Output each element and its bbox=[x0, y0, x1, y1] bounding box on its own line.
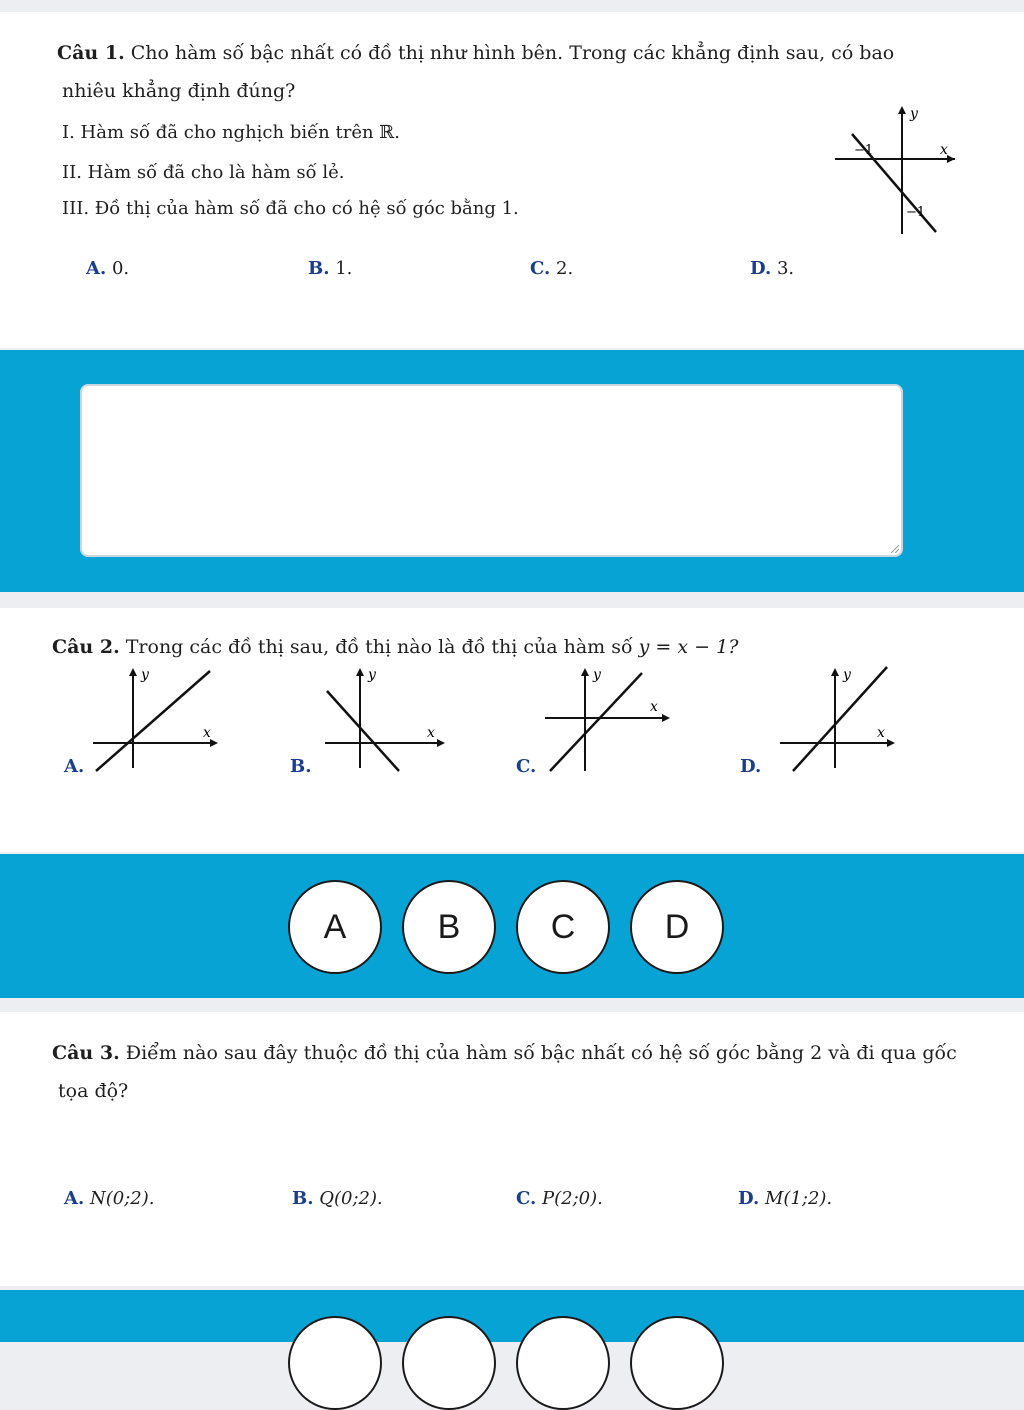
q3-option-c-value: P(2;0). bbox=[542, 1188, 603, 1209]
q2-graph-d-y-label: y bbox=[843, 667, 851, 683]
q2-graph-d-letter: D. bbox=[740, 756, 762, 777]
choice-band bbox=[0, 854, 1024, 998]
x-axis-arrow bbox=[947, 155, 955, 163]
q1-option-b-letter: B. bbox=[308, 258, 330, 279]
question-2-label: Câu 2. bbox=[52, 636, 120, 658]
q2-graph-d-x-label: x bbox=[877, 725, 885, 741]
q2-graph-d bbox=[765, 663, 905, 773]
q1-option-c-letter: C. bbox=[530, 258, 551, 279]
statement-1: I. Hàm số đã cho nghịch biến trên ℝ. bbox=[62, 122, 400, 143]
statement-2: II. Hàm số đã cho là hàm số lẻ. bbox=[62, 162, 345, 183]
q1-option-b bbox=[308, 258, 352, 279]
q1-option-c-value: 2. bbox=[556, 258, 574, 279]
bottom-choice-button-3[interactable] bbox=[516, 1316, 610, 1410]
q2-graph-c bbox=[540, 663, 680, 773]
y-axis-label: y bbox=[910, 106, 918, 122]
q3-option-d-value: M(1;2). bbox=[764, 1188, 833, 1209]
q1-option-d-letter: D. bbox=[750, 258, 772, 279]
bottom-choice-button-1[interactable] bbox=[288, 1316, 382, 1410]
question-3-line-2: tọa độ? bbox=[58, 1080, 129, 1102]
y-intercept-label: −1 bbox=[906, 205, 926, 220]
choice-button-d[interactable]: D bbox=[630, 880, 724, 974]
q2-graph-a-y-label: y bbox=[141, 667, 149, 683]
q2-graph-c-x-label: x bbox=[650, 699, 658, 715]
q2-graph-b-y-label: y bbox=[368, 667, 376, 683]
x-axis-label: x bbox=[940, 142, 948, 158]
q1-option-c bbox=[530, 258, 573, 279]
question-1-graph bbox=[820, 104, 960, 244]
bottom-choice-button-2[interactable] bbox=[402, 1316, 496, 1410]
bottom-choice-button-4[interactable] bbox=[630, 1316, 724, 1410]
q3-option-b-letter: B. bbox=[292, 1188, 314, 1209]
question-3-card bbox=[0, 1012, 1024, 1286]
q3-option-d-letter: D. bbox=[738, 1188, 760, 1209]
choice-button-c[interactable]: C bbox=[516, 880, 610, 974]
question-2-formula: y = x − 1? bbox=[638, 636, 739, 658]
q1-option-d bbox=[750, 258, 794, 279]
q3-option-a-value: N(0;2). bbox=[89, 1188, 155, 1209]
question-1-line-2: nhiêu khẳng định đúng? bbox=[62, 80, 296, 102]
question-3-label: Câu 3. bbox=[52, 1042, 120, 1064]
q1-option-a-value: 0. bbox=[111, 258, 130, 279]
question-3-text bbox=[52, 1034, 1002, 1072]
q2-graph-a-x-label: x bbox=[203, 725, 211, 741]
q2-graph-a-letter: A. bbox=[64, 756, 85, 777]
q3-option-c-letter: C. bbox=[516, 1188, 537, 1209]
q3-option-b-value: Q(0;2). bbox=[319, 1188, 383, 1209]
choice-button-a[interactable]: A bbox=[288, 880, 382, 974]
q1-option-d-value: 3. bbox=[776, 258, 795, 279]
x-intercept-label: −1 bbox=[854, 143, 874, 158]
q1-option-b-value: 1. bbox=[335, 258, 353, 279]
choice-button-b[interactable]: B bbox=[402, 880, 496, 974]
question-1-label: Câu 1. bbox=[57, 42, 125, 64]
q2-graph-b bbox=[315, 663, 455, 773]
q2-graph-b-x-label: x bbox=[427, 725, 435, 741]
question-1-line-1: Cho hàm số bậc nhất có đồ thị như hình bên. Trong các khẳng định sau, có bao bbox=[130, 42, 895, 64]
question-2-card bbox=[0, 608, 1024, 852]
q3-option-a-letter: A. bbox=[64, 1188, 85, 1209]
q3-option-b bbox=[292, 1188, 383, 1209]
question-2-text bbox=[52, 628, 952, 666]
statement-3: III. Đồ thị của hàm số đã cho có hệ số góc bằng 1. bbox=[62, 198, 519, 219]
question-1-card bbox=[0, 12, 1024, 348]
q2-graph-c-y-label: y bbox=[593, 667, 601, 683]
question-3-line-1: Điểm nào sau đây thuộc đồ thị của hàm số bậc nhất có hệ số góc bằng 2 và đi qua gốc bbox=[125, 1042, 957, 1064]
q3-option-a bbox=[64, 1188, 154, 1209]
q3-option-d bbox=[738, 1188, 832, 1209]
y-axis-arrow bbox=[898, 106, 906, 114]
question-1-text bbox=[57, 34, 997, 72]
q1-option-a bbox=[86, 258, 129, 279]
answer-textbox[interactable] bbox=[80, 384, 903, 557]
bottom-choice-band bbox=[0, 1290, 1024, 1342]
resize-grip-icon[interactable] bbox=[891, 545, 899, 553]
q2-graph-a bbox=[88, 663, 228, 773]
question-2-body: Trong các đồ thị sau, đồ thị nào là đồ thị của hàm số bbox=[125, 636, 633, 658]
q3-option-c bbox=[516, 1188, 603, 1209]
q2-graph-c-letter: C. bbox=[516, 756, 537, 777]
q2-graph-b-letter: B. bbox=[290, 756, 312, 777]
q1-option-a-letter: A. bbox=[86, 258, 107, 279]
